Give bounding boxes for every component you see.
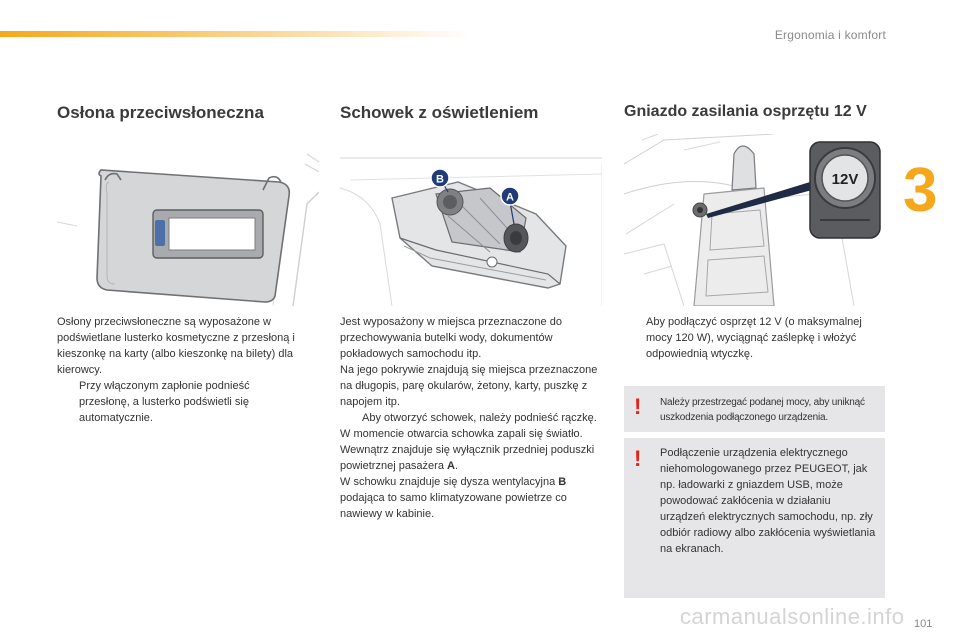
socket-label: 12V <box>831 171 859 188</box>
power-socket-illustration <box>624 134 885 306</box>
bullet-icon <box>340 410 362 426</box>
glovebox-paragraph-4: Wewnątrz znajduje się wyłącznik przedniej poduszki powietrznej pasażera A. <box>340 444 595 472</box>
sun-visor-title: Osłona przeciwsłoneczna <box>57 103 264 122</box>
bullet-icon <box>624 314 646 362</box>
power-socket-title: Gniazdo zasilania osprzętu 12 V <box>624 103 867 120</box>
warning-icon: ! <box>634 394 642 419</box>
page-number: 101 <box>914 618 933 630</box>
warning-box-power <box>624 386 885 432</box>
warning-text-usb: Podłączenie urządzenia elektrycznego niehomologowanego przez PEUGEOT, jak np. ładowarki z gniazdem USB, może powodować zakłócenia w działaniu urządzeń elektrycznych samochodu, np. zły odbiór radiowy albo zakłócenia wyświetlania na ekranach. <box>660 447 876 555</box>
glovebox-illustration <box>340 134 602 306</box>
warning-text-power: Należy przestrzegać podanej mocy, aby uniknąć uszkodzenia podłączonego urządzenia. <box>660 397 865 423</box>
sun-visor-illustration <box>57 134 319 306</box>
glovebox-paragraph-3: W momencie otwarcia schowka zapali się światło. <box>340 428 583 440</box>
callout-a: A <box>506 191 514 204</box>
glovebox-text <box>340 314 602 522</box>
header-accent-bar <box>0 31 470 37</box>
sun-visor-text <box>57 314 297 426</box>
glovebox-title: Schowek z oświetleniem <box>340 103 539 122</box>
glovebox-paragraph-5: W schowku znajduje się dysza wentylacyjna B podająca to samo klimatyzowane powietrze co nawiewy w kabinie. <box>340 476 567 520</box>
glovebox-bullet: Aby otworzyć schowek, należy podnieść rączkę. <box>340 410 602 426</box>
power-socket-text <box>624 314 874 362</box>
warning-icon: ! <box>634 446 642 471</box>
watermark: carmanualsonline.info <box>680 604 905 629</box>
sun-visor-paragraph: Osłony przeciwsłoneczne są wyposażone w podświetlane lusterko kosmetyczne z przesłoną i kieszonkę na karty (albo kieszonkę na bilety) dla kierowcy. <box>57 316 295 376</box>
bullet-icon <box>57 378 79 426</box>
warning-box-usb <box>624 438 885 598</box>
chapter-title: Ergonomia i komfort <box>774 28 886 42</box>
chapter-number: 3 <box>903 156 938 225</box>
glovebox-paragraph-1: Jest wyposażony w miejsca przeznaczone do przechowywania butelki wody, dokumentów pokładowych samochodu itp. <box>340 316 562 360</box>
sun-visor-bullet: Przy włączonym zapłonie podnieść przesłonę, a lusterko podświetli się automatycznie. <box>57 378 297 426</box>
power-socket-bullet: Aby podłączyć osprzęt 12 V (o maksymalnej mocy 120 W), wyciągnąć zaślepkę i włożyć odpowiednią wtyczkę. <box>624 314 874 362</box>
callout-b: B <box>436 173 444 186</box>
glovebox-paragraph-2: Na jego pokrywie znajdują się miejsca przeznaczone na długopis, parę okularów, żetony, karty, puszkę z napojem itp. <box>340 364 598 408</box>
